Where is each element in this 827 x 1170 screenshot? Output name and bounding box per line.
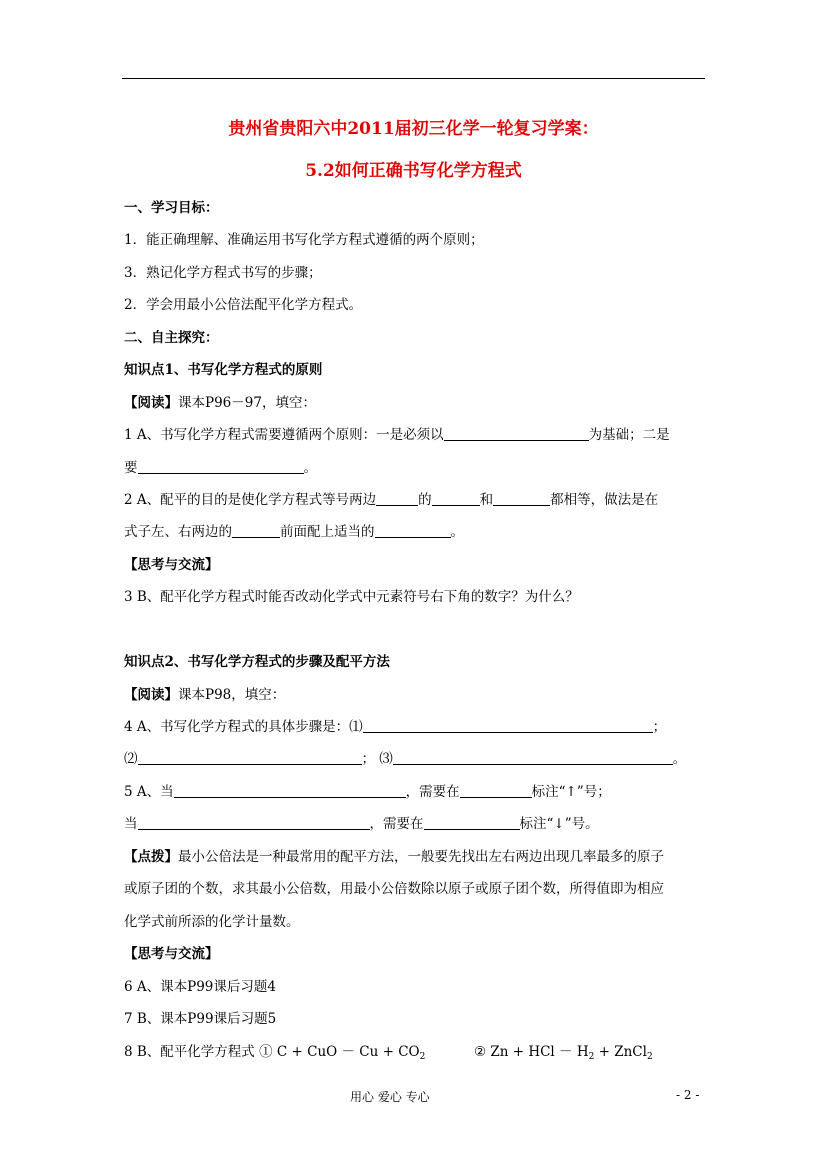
q6: 6 A、课本P99课后习题4 [124, 979, 276, 995]
q8-prefix: 8 B、配平化学方程式 [124, 1044, 255, 1060]
kp2-read [124, 683, 285, 703]
read-tag: 【阅读】 [124, 687, 178, 703]
q4-prefix: 4 A、书写化学方程式的具体步骤是：⑴ [124, 719, 363, 735]
eq1-sub: 2 [419, 1052, 426, 1062]
q2-blank-2[interactable] [432, 491, 480, 506]
doc-title-line2: 5.2如何正确书写化学方程式 [305, 161, 522, 181]
q1-line2 [124, 456, 317, 476]
kp1-think-tag: 【思考与交流】 [124, 557, 219, 573]
q3: 3 B、配平化学方程式时能否改动化学式中元素符号右下角的数字？为什么？ [124, 589, 579, 605]
q5-l2-prefix: 当 [124, 816, 138, 832]
tip-line2: 或原子团的个数，求其最小公倍数，用最小公倍数除以原子或原子团个数，所得值即为相应 [124, 881, 664, 897]
goal-item-3: 2．学会用最小公倍法配平化学方程式。 [124, 297, 363, 313]
footer-motto: 用心 爱心 专心 [350, 1090, 430, 1104]
q4-line1 [124, 715, 666, 735]
tip-line1 [124, 845, 664, 865]
q4-l2-a: ⑵ [124, 751, 138, 767]
tip-line3: 化学式前所添的化学计量数。 [124, 914, 300, 930]
q5-blank-4[interactable] [424, 815, 520, 830]
q2-l2-prefix: 式子左、右两边的 [124, 524, 232, 540]
q1-l2-end: 。 [303, 460, 317, 476]
q2-line2 [124, 520, 464, 540]
eq2-mid: + ZnCl [594, 1044, 647, 1060]
eq2-main: ② Zn + HCl － H [473, 1044, 589, 1060]
q5-mid: ，需要在 [405, 784, 460, 800]
q1-mid: 为基础；二是 [588, 427, 670, 443]
q8-line [124, 1040, 653, 1062]
section-heading-explore: 二、自主探究： [124, 330, 219, 346]
q2-prefix: 2 A、配平的目的是使化学方程式等号两边 [124, 492, 377, 508]
q1-prefix: 1 A、书写化学方程式需要遵循两个原则：一是必须以 [124, 427, 444, 443]
header-rule [122, 78, 705, 79]
doc-title-line1: 贵州省贵阳六中2011届初三化学一轮复习学案： [228, 119, 599, 139]
q4-blank-3[interactable] [393, 750, 673, 765]
q4-blank-1[interactable] [363, 718, 653, 733]
read-text: 课本P96－97，填空： [178, 395, 316, 411]
q4-l2-b: ； ⑶ [361, 751, 393, 767]
equation-2 [474, 1044, 653, 1060]
read-text: 课本P98，填空： [178, 687, 286, 703]
q5-blank-2[interactable] [460, 783, 532, 798]
tip-text-1: 最小公倍法是一种最常用的配平方法，一般要先找出左右两边出现几率最多的原子 [178, 849, 664, 865]
q1-blank-1[interactable] [444, 426, 589, 441]
q5-l2-end: 标注“↓”号。 [519, 816, 599, 832]
read-tag: 【阅读】 [124, 395, 178, 411]
q5-blank-1[interactable] [174, 783, 406, 798]
q2-blank-3[interactable] [493, 491, 550, 506]
q1-blank-2[interactable] [138, 459, 304, 474]
q2-l2-end: 。 [450, 524, 464, 540]
equation-1 [259, 1044, 425, 1060]
eq1-main: ① C + CuO － Cu + CO [259, 1044, 420, 1060]
kp2-heading: 知识点2、书写化学方程式的步骤及配平方法 [124, 654, 390, 670]
q4-end: ； [652, 719, 667, 735]
q7: 7 B、课本P99课后习题5 [124, 1011, 277, 1027]
q1-line1 [124, 423, 670, 443]
q2-a: 的 [418, 492, 432, 508]
page-number: - 2 - [676, 1088, 700, 1102]
q2-blank-1[interactable] [376, 491, 418, 506]
q1-l2-prefix: 要 [124, 460, 138, 476]
q2-l2-mid: 前面配上适当的 [280, 524, 375, 540]
tip-tag: 【点拨】 [124, 849, 178, 865]
q5-line2 [124, 812, 599, 832]
q2-b: 和 [479, 492, 494, 508]
kp1-read [124, 391, 316, 411]
q5-prefix: 5 A、当 [124, 784, 174, 800]
kp2-think-tag: 【思考与交流】 [124, 946, 219, 962]
q5-end: 标注“↑”号； [531, 784, 611, 800]
q2-blank-5[interactable] [375, 523, 451, 538]
q5-line1 [124, 780, 611, 800]
q2-blank-4[interactable] [232, 523, 280, 538]
section-heading-goals: 一、学习目标： [124, 200, 219, 216]
eq2-sub1: 2 [588, 1052, 595, 1062]
q4-l2-end: 。 [672, 751, 687, 767]
kp1-heading: 知识点1、书写化学方程式的原则 [124, 362, 323, 378]
q4-blank-2[interactable] [138, 750, 362, 765]
goal-item-1: 1．能正确理解、准确运用书写化学方程式遵循的两个原则； [124, 232, 484, 248]
q4-line2 [124, 747, 686, 767]
q5-blank-3[interactable] [138, 815, 370, 830]
q2-line1 [124, 488, 658, 508]
eq2-sub2: 2 [646, 1052, 653, 1062]
q2-c: 都相等，做法是在 [550, 492, 659, 508]
goal-item-2: 3．熟记化学方程式书写的步骤； [124, 265, 322, 281]
q5-l2-mid: ，需要在 [369, 816, 424, 832]
